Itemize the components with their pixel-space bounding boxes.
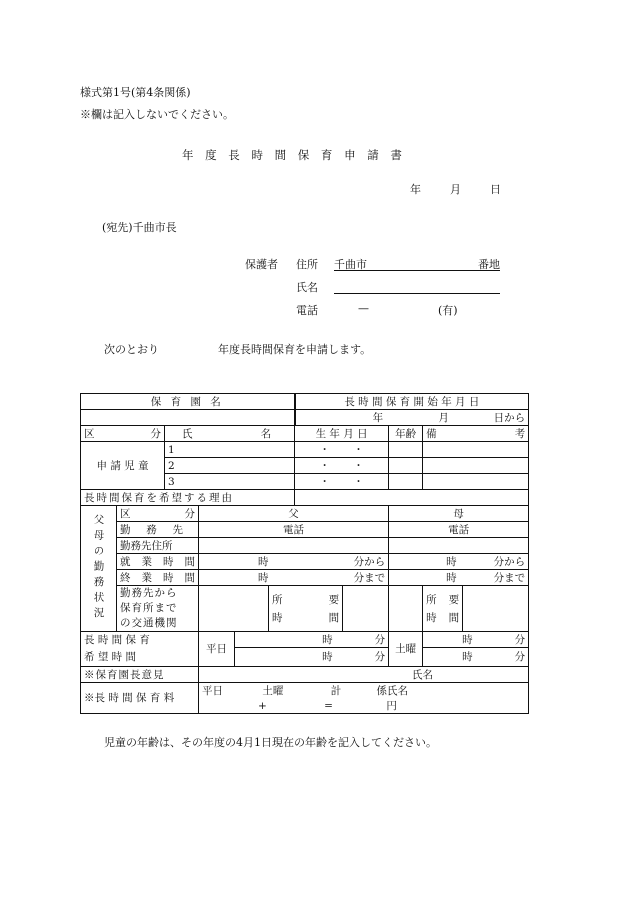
father-workplace-address[interactable] — [199, 538, 389, 554]
notice-text: ※欄は記入しないでください。 — [80, 108, 234, 121]
name-label: 氏名 — [296, 281, 318, 294]
child-label: 申 請 児 童 — [81, 442, 165, 490]
name-header: 氏 名 — [165, 426, 295, 442]
start-date-month: 月 — [438, 411, 449, 424]
child-row-3[interactable]: 3 — [165, 474, 295, 490]
parent-kubun-header: 区 分 — [117, 506, 199, 522]
school-name-header: 保 育 園 名 — [81, 394, 295, 410]
reason-field[interactable] — [295, 490, 529, 506]
start-time-label: 就 業 時 間 — [117, 554, 199, 570]
mother-required-time[interactable] — [463, 586, 529, 632]
fee-values-row[interactable]: + = 円 — [199, 698, 529, 714]
address-label: 住所 — [296, 258, 318, 271]
director-name-label: 氏名 — [412, 668, 433, 681]
mother-phone[interactable]: 電話 — [389, 522, 529, 538]
school-name-field[interactable] — [81, 410, 295, 426]
workplace-address-label: 勤務先住所 — [117, 538, 199, 554]
child-notes-1[interactable] — [423, 442, 529, 458]
form-number: 様式第1号(第4条関係) — [80, 86, 191, 99]
document-title: 年 度 長 時 間 保 育 申 請 書 — [182, 148, 406, 162]
child-age-3[interactable] — [389, 474, 423, 490]
weekday-label: 平日 — [199, 632, 235, 667]
mother-commute[interactable] — [389, 586, 423, 632]
father-commute[interactable] — [199, 586, 269, 632]
child-age-2[interactable] — [389, 458, 423, 474]
mother-start-time[interactable]: 時 分から — [389, 554, 529, 570]
saturday-to[interactable]: 時 分 — [423, 648, 529, 667]
end-time-label: 終 業 時 間 — [117, 570, 199, 586]
child-birth-1[interactable]: ・ ・ — [295, 442, 389, 458]
saturday-label: 土曜 — [389, 632, 423, 667]
kubun-header: 区 分 — [81, 426, 165, 442]
child-row-1[interactable]: 1 — [165, 442, 295, 458]
mother-workplace-address[interactable] — [389, 538, 529, 554]
date-year-label: 年 — [410, 183, 421, 196]
saturday-from[interactable]: 時 分 — [423, 632, 529, 648]
child-birth-3[interactable]: ・ ・ — [295, 474, 389, 490]
phone-suffix: (有) — [438, 304, 458, 317]
phone-label: 電話 — [296, 304, 318, 317]
start-date-header: 長 時 間 保 育 開 始 年 月 日 — [295, 394, 529, 410]
weekday-to[interactable]: 時 分 — [235, 648, 389, 667]
hope-hours-label: 長 時 間 保 育 希 望 時 間 — [81, 632, 199, 667]
father-required-time-label: 所 要 時 間 — [269, 586, 343, 632]
age-header: 年齢 — [389, 426, 423, 442]
date-day-label: 日 — [490, 183, 501, 196]
notes-header: 備 考 — [423, 426, 529, 442]
weekday-from[interactable]: 時 分 — [235, 632, 389, 648]
name-field[interactable] — [334, 279, 500, 294]
intro-left: 次のとおり — [104, 343, 159, 356]
reason-label: 長時間保育を希望する理由 — [81, 490, 295, 506]
father-start-time[interactable]: 時 分から — [199, 554, 389, 570]
parent-status-side-label: 父母の勤務状況 — [81, 506, 117, 632]
application-table — [80, 393, 529, 714]
mother-end-time[interactable]: 時 分まで — [389, 570, 529, 586]
address-banchi: 番地 — [478, 258, 500, 271]
phone-dash: — — [358, 302, 369, 315]
mother-required-time-label: 所 要 時 間 — [423, 586, 463, 632]
father-end-time[interactable]: 時 分まで — [199, 570, 389, 586]
director-opinion-label: ※保育園長意見 — [81, 667, 199, 683]
fee-header-row: 平日 土曜 計 係氏名 — [199, 683, 529, 699]
applicant-role: 保護者 — [245, 258, 278, 271]
director-opinion-field[interactable] — [199, 667, 529, 683]
child-notes-3[interactable] — [423, 474, 529, 490]
father-phone[interactable]: 電話 — [199, 522, 389, 538]
start-date-field[interactable] — [295, 410, 529, 426]
birth-header: 生 年 月 日 — [295, 426, 389, 442]
addressee: (宛先)千曲市長 — [102, 221, 177, 234]
father-required-time[interactable] — [343, 586, 389, 632]
footer-note: 児童の年齢は、その年度の4月1日現在の年齢を記入してください。 — [104, 736, 437, 749]
mother-header: 母 — [389, 506, 529, 522]
father-header: 父 — [199, 506, 389, 522]
child-age-1[interactable] — [389, 442, 423, 458]
fee-label: ※長 時 間 保 育 料 — [81, 683, 199, 714]
child-birth-2[interactable]: ・ ・ — [295, 458, 389, 474]
child-row-2[interactable]: 2 — [165, 458, 295, 474]
start-date-from: 日から — [493, 411, 526, 424]
address-field[interactable] — [334, 256, 500, 271]
commute-label: 勤務先から 保育所まで の交通機関 — [117, 586, 199, 632]
address-city: 千曲市 — [334, 258, 367, 271]
date-month-label: 月 — [450, 183, 461, 196]
start-date-year: 年 — [372, 411, 384, 424]
child-notes-2[interactable] — [423, 458, 529, 474]
workplace-label: 勤 務 先 — [117, 522, 199, 538]
intro-right: 年度長時間保育を申請します。 — [218, 343, 372, 356]
